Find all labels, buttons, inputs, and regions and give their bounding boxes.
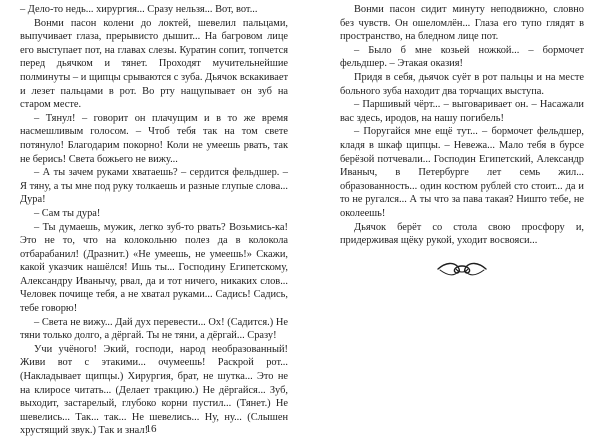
right-page <box>302 0 604 444</box>
paragraph: – Дело-то недь... хирургия... Сразу нельзя... Вот, вот... <box>20 4 258 15</box>
paragraph: – Паршивый чёрт... – выговаривает он. – Насажали вас здесь, иродов, на нашу погибель! <box>340 99 584 124</box>
paragraph: – Поругайся мне ещё тут... – бормочет фельдшер, кладя в шкаф щипцы. – Невежа... Мало тебя в бурсе берёзой потчевали... Господин Египетский, Александр Иваныч, в Петербурге лет семь жил... образованность... один костюм рублей сто стоит... да и то не ругался... А ты что за пава такая? Ништо тебе, не околеешь! <box>340 126 584 219</box>
page-number: 16 <box>145 423 157 435</box>
paragraph: – Света не вижу... Дай дух перевести... Ох! (Садится.) Не тяни только долго, а дёргай. Ты не тяни, а дёргай... Сразу! <box>20 316 288 342</box>
paragraph: – Сам ты дура! <box>34 207 101 219</box>
paragraph: – А ты зачем руками хватаешь? – сердится фельдшер. – Я тяну, а ты мне под руку толкаешь и разные глупые слова... Дура! <box>20 167 288 206</box>
paragraph: Вонми пасон колени до локтей, шевелил пальцами, выпучивает глаза, прерывисто дышит... На багровом лице его выступает пот, на главах слезы. Куратин сопит, топчется перед дьячком и тянет. Проходят мучительнейшие полминуты – и щипцы срываются с зуба. Дьячок вскакивает и лезет пальцами в рот. Во рту нащупывает он зуб на старом месте. <box>20 17 288 111</box>
paragraph: Учи учёного! Экий, господи, народ необразованный! Живи вот с этакими... очумеешь! Раскрой рот... (Накладывает щипцы.) Хирургия, брат, не шутка... Это не на клиросе читать... (Делает тракцию.) Не дёргайся... Зуб, выходит, застарелый, глубоко корни пустил... (Тянет.) Не шевелись... Так... так... Не шевелись... Ну, ну... (Слышен хрустящий звук.) Так и знал! <box>20 343 288 437</box>
paragraph: – Тянул! – говорит он плачущим и в то же время насмешливым голосом. – Чтоб тебя так на том свете потянуло! Благодарим покорно! Коли не умеешь рвать, так не берись! Света божьего не вижу... <box>20 112 288 165</box>
flourish-ornament-icon <box>436 258 488 280</box>
paragraph: Дьячок берёт со стола свою просфору и, придерживая щёку рукой, уходит восвояси... <box>340 221 584 247</box>
paragraph: Придя в себя, дьячок суёт в рот пальцы и на месте больного зуба находит два торчащих выступа. <box>340 71 584 97</box>
paragraph: – Было б мне козьей ножкой... – бормочет фельдшер. – Этакая оказия! <box>340 44 584 70</box>
paragraph: – Ты думаешь, мужик, легко зуб-то рвать? Возьмись-ка! Это не то, что на колокольню полез да в колокола отбарабанил! (Дразнит.) «Не умеешь, не умеешь!» Скажи, какой указчик нашёлся! Ишь ты... Господину Египетскому, Александру Иванычу, рвал, да и тот ничего, никаких слов... Человек почище тебя, а не хватал руками... Садись! Садись, тебе говорю! <box>20 221 288 315</box>
paragraph: Вонми пасон сидит минуту неподвижно, словно без чувств. Он ошеломлён... Глаза его тупо глядят в пространство, на бледном лице пот. <box>340 4 584 43</box>
